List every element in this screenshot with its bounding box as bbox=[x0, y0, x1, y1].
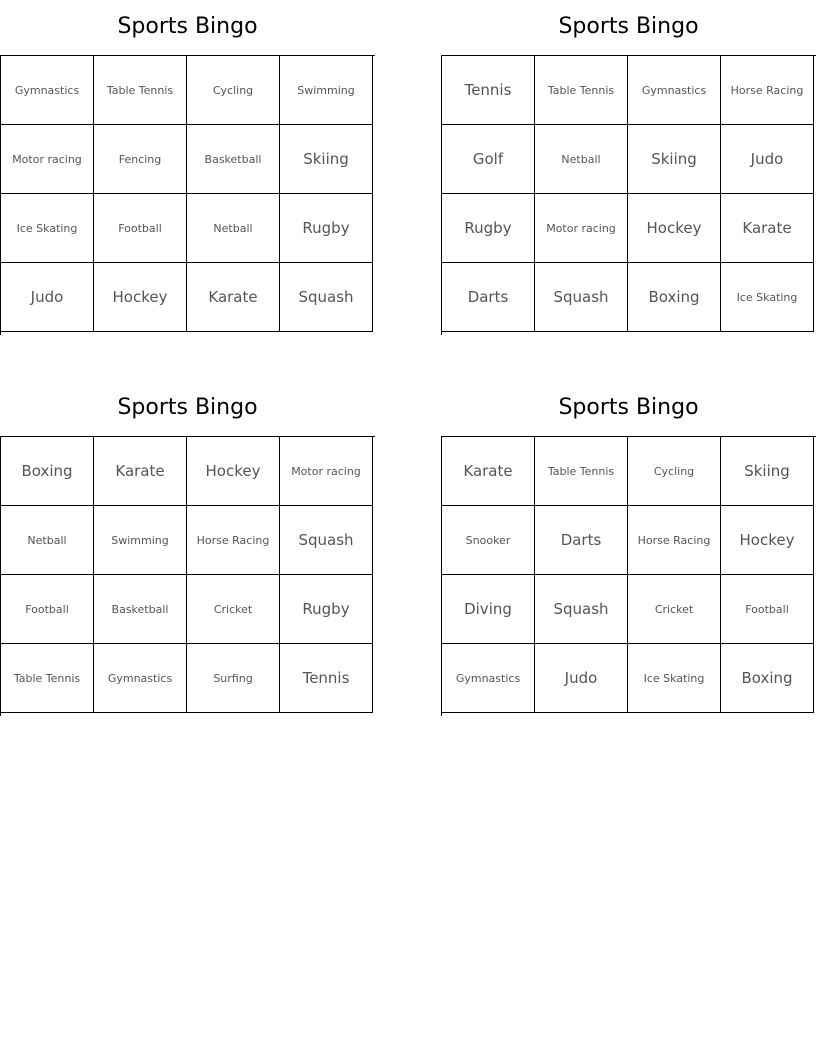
bingo-cell: Motor racing bbox=[280, 437, 373, 506]
card-title: Sports Bingo bbox=[558, 395, 699, 420]
bingo-cell: Cricket bbox=[187, 575, 280, 644]
bingo-cell: Cycling bbox=[628, 437, 721, 506]
bingo-cell: Ice Skating bbox=[721, 263, 814, 332]
bingo-cell: Boxing bbox=[721, 644, 814, 713]
bingo-cell: Golf bbox=[442, 125, 535, 194]
bingo-cell: Motor racing bbox=[1, 125, 94, 194]
bingo-cell: Netball bbox=[187, 194, 280, 263]
bingo-cell: Skiing bbox=[721, 437, 814, 506]
bingo-cell: Darts bbox=[442, 263, 535, 332]
bingo-cell: Football bbox=[94, 194, 187, 263]
bingo-cell: Judo bbox=[721, 125, 814, 194]
bingo-cell: Table Tennis bbox=[535, 56, 628, 125]
bingo-cell: Skiing bbox=[280, 125, 373, 194]
bingo-cell: Rugby bbox=[442, 194, 535, 263]
bingo-cell: Football bbox=[721, 575, 814, 644]
card-title: Sports Bingo bbox=[117, 395, 258, 420]
bingo-cell: Fencing bbox=[94, 125, 187, 194]
bingo-grid bbox=[441, 55, 816, 335]
bingo-cell: Hockey bbox=[721, 506, 814, 575]
bingo-cell: Netball bbox=[1, 506, 94, 575]
bingo-cell: Boxing bbox=[628, 263, 721, 332]
bingo-cell: Skiing bbox=[628, 125, 721, 194]
bingo-cell: Basketball bbox=[94, 575, 187, 644]
bingo-cell: Table Tennis bbox=[535, 437, 628, 506]
card-title: Sports Bingo bbox=[117, 14, 258, 39]
bingo-cell: Gymnastics bbox=[1, 56, 94, 125]
bingo-cell: Snooker bbox=[442, 506, 535, 575]
bingo-cell: Motor racing bbox=[535, 194, 628, 263]
bingo-cell: Squash bbox=[280, 506, 373, 575]
bingo-grid bbox=[0, 436, 375, 716]
bingo-cell: Hockey bbox=[94, 263, 187, 332]
bingo-cell: Swimming bbox=[94, 506, 187, 575]
bingo-cell: Rugby bbox=[280, 194, 373, 263]
bingo-cell: Gymnastics bbox=[94, 644, 187, 713]
bingo-cell: Karate bbox=[187, 263, 280, 332]
bingo-cell: Football bbox=[1, 575, 94, 644]
bingo-cell: Horse Racing bbox=[628, 506, 721, 575]
bingo-cell: Tennis bbox=[442, 56, 535, 125]
bingo-cell: Gymnastics bbox=[628, 56, 721, 125]
bingo-cell: Karate bbox=[94, 437, 187, 506]
bingo-cell: Horse Racing bbox=[721, 56, 814, 125]
bingo-cell: Hockey bbox=[187, 437, 280, 506]
bingo-cell: Gymnastics bbox=[442, 644, 535, 713]
bingo-grid bbox=[0, 55, 375, 335]
bingo-cell: Ice Skating bbox=[628, 644, 721, 713]
bingo-cell: Rugby bbox=[280, 575, 373, 644]
bingo-cell: Hockey bbox=[628, 194, 721, 263]
bingo-cell: Horse Racing bbox=[187, 506, 280, 575]
bingo-cell: Darts bbox=[535, 506, 628, 575]
bingo-grid bbox=[441, 436, 816, 716]
bingo-cell: Ice Skating bbox=[1, 194, 94, 263]
bingo-cell: Cricket bbox=[628, 575, 721, 644]
bingo-cell: Squash bbox=[535, 263, 628, 332]
card-title: Sports Bingo bbox=[558, 14, 699, 39]
bingo-cell: Table Tennis bbox=[94, 56, 187, 125]
bingo-cell: Squash bbox=[280, 263, 373, 332]
bingo-cell: Karate bbox=[721, 194, 814, 263]
bingo-cell: Karate bbox=[442, 437, 535, 506]
bingo-cell: Cycling bbox=[187, 56, 280, 125]
bingo-cell: Squash bbox=[535, 575, 628, 644]
bingo-cell: Judo bbox=[1, 263, 94, 332]
bingo-cell: Diving bbox=[442, 575, 535, 644]
bingo-cell: Surfing bbox=[187, 644, 280, 713]
bingo-cell: Tennis bbox=[280, 644, 373, 713]
bingo-cell: Judo bbox=[535, 644, 628, 713]
bingo-cell: Netball bbox=[535, 125, 628, 194]
bingo-cell: Basketball bbox=[187, 125, 280, 194]
bingo-cell: Swimming bbox=[280, 56, 373, 125]
bingo-cell: Table Tennis bbox=[1, 644, 94, 713]
bingo-cell: Boxing bbox=[1, 437, 94, 506]
